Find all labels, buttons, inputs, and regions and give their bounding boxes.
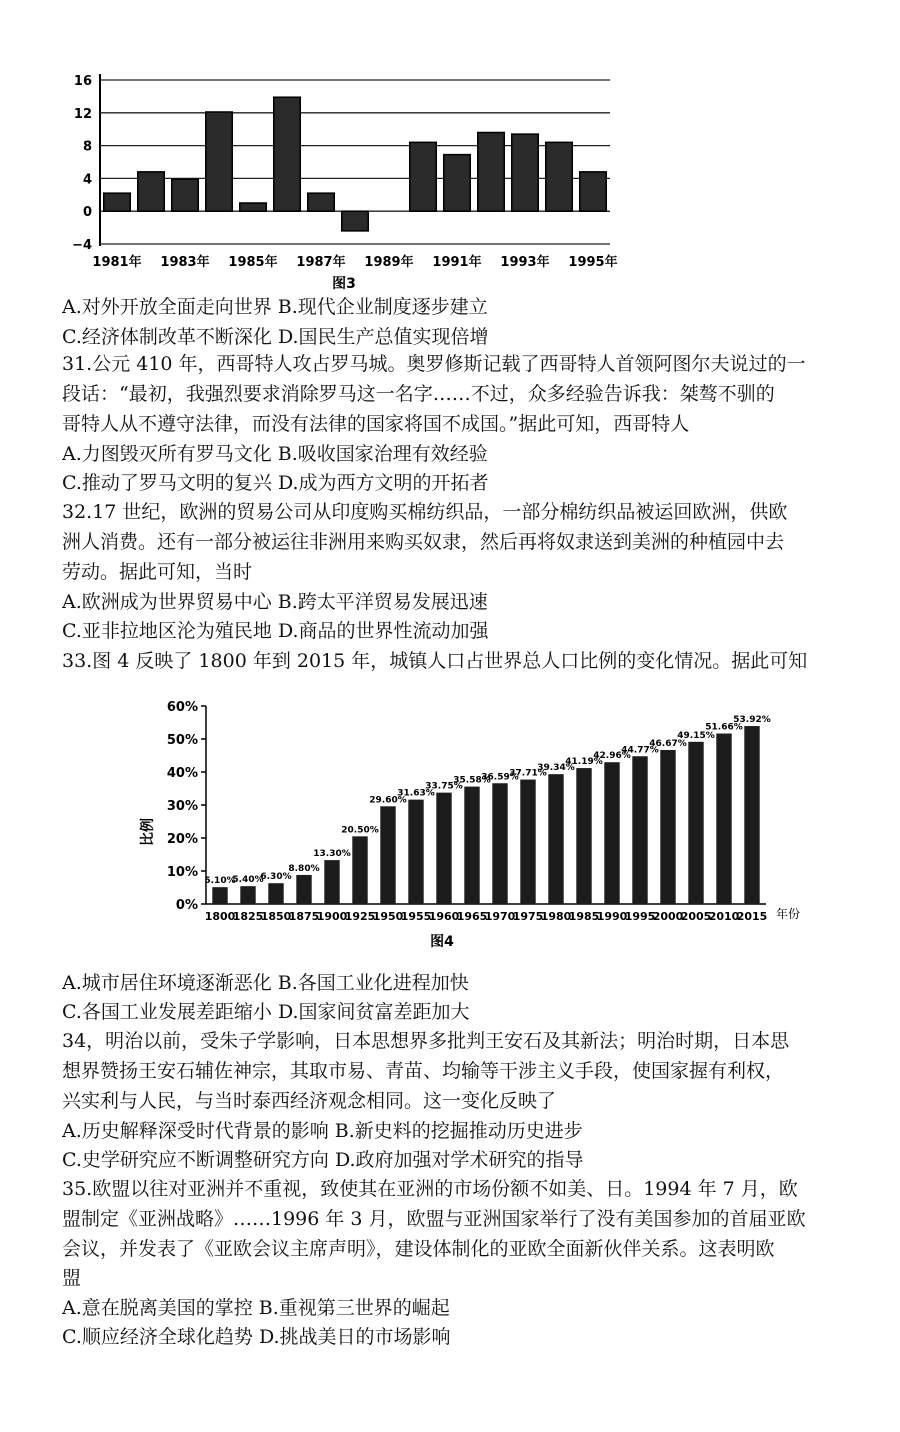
- q32-options-cd: C.亚非拉地区沦为殖民地 D.商品的世界性流动加强: [62, 620, 489, 642]
- x-tick-label: 1950: [372, 910, 404, 923]
- bar-1988年: [342, 211, 369, 231]
- data-label: 5.10%: [204, 876, 236, 887]
- bar-1981年: [104, 193, 131, 211]
- data-label: 8.80%: [288, 863, 320, 874]
- q32-options-ab: A.欧洲成为世界贸易中心 B.跨太平洋贸易发展迅速: [62, 591, 488, 613]
- q32-stem-line: 洲人消费。还有一部分被运往非洲用来购买奴隶，然后再将奴隶送到美洲的种植园中去: [62, 531, 785, 553]
- x-tick-label: 1990: [596, 910, 628, 923]
- bar-2010: [716, 734, 731, 904]
- bar-1983年: [172, 179, 199, 211]
- bar-1825: [240, 886, 255, 904]
- data-label: 37.71%: [509, 768, 547, 779]
- bar-1980: [548, 774, 563, 904]
- y-tick-label: 20%: [166, 832, 198, 847]
- data-label: 49.15%: [677, 730, 715, 741]
- bar-1987年: [308, 193, 335, 211]
- bar-2000: [660, 750, 675, 904]
- y-tick-label: 60%: [166, 700, 198, 715]
- q30-options-ab: A.对外开放全面走向世界 B.现代企业制度逐步建立: [62, 296, 488, 318]
- y-tick-label: −4: [72, 238, 92, 253]
- x-tick-label: 1970: [484, 910, 516, 923]
- bar-1975: [520, 780, 535, 904]
- data-label: 39.34%: [537, 763, 575, 774]
- x-tick-label: 2000: [652, 910, 684, 923]
- data-label: 51.66%: [705, 722, 743, 733]
- bar-1990: [604, 762, 619, 904]
- bar-1965: [464, 787, 479, 904]
- q30-options-cd: C.经济体制改革不断深化 D.国民生产总值实现倍增: [62, 326, 489, 348]
- bar-2005: [688, 742, 703, 904]
- chart-title: 图4: [430, 934, 454, 950]
- y-tick-label: 12: [73, 106, 92, 122]
- x-tick-label: 1989年: [364, 255, 414, 270]
- y-tick-label: 50%: [166, 733, 198, 748]
- q35-stem-line: 35.欧盟以往对亚洲并不重视，致使其在亚洲的市场份额不如美、日。1994 年 7 月，欧: [62, 1178, 798, 1200]
- x-tick-label: 1975: [512, 910, 544, 923]
- q31-stem-line: 段话：“最初，我强烈要求消除罗马这一名字……不过，众多经验告诉我：桀骜不驯的: [62, 383, 775, 405]
- data-label: 5.40%: [232, 875, 264, 886]
- bar-1800: [212, 887, 227, 904]
- data-label: 41.19%: [565, 757, 603, 768]
- figure-3-bar-chart: [62, 62, 622, 294]
- chart-title: 图3: [332, 276, 356, 292]
- data-label: 29.60%: [369, 795, 407, 806]
- q35-stem-line: 盟制定《亚洲战略》……1996 年 3 月，欧盟与亚洲国家举行了没有美国参加的首届亚欧: [62, 1208, 806, 1230]
- data-label: 33.75%: [425, 781, 463, 792]
- q31-options-cd: C.推动了罗马文明的复兴 D.成为西方文明的开拓者: [62, 472, 489, 494]
- y-tick-label: 8: [82, 139, 92, 155]
- x-tick-label: 1985: [568, 910, 600, 923]
- x-tick-label: 1993年: [500, 255, 550, 270]
- q35-options-cd: C.顺应经济全球化趋势 D.挑战美日的市场影响: [62, 1326, 451, 1348]
- x-tick-label: 1985年: [228, 255, 278, 270]
- data-label: 44.77%: [621, 745, 659, 756]
- y-tick-label: 0%: [175, 898, 198, 913]
- q33-options-cd: C.各国工业发展差距缩小 D.国家间贫富差距加大: [62, 1001, 470, 1023]
- x-tick-label: 1987年: [296, 255, 346, 270]
- bar-1982年: [138, 172, 165, 211]
- bar-1995: [632, 756, 647, 904]
- q31-options-ab: A.力图毁灭所有罗马文化 B.吸收国家治理有效经验: [62, 443, 488, 465]
- x-tick-label: 1991年: [432, 255, 482, 270]
- x-tick-label: 1960: [428, 910, 460, 923]
- x-tick-label: 1995: [624, 910, 656, 923]
- x-tick-label: 1875: [288, 910, 320, 923]
- x-tick-label: 1980: [540, 910, 572, 923]
- q34-options-ab: A.历史解释深受时代背景的影响 B.新史料的挖掘推动历史进步: [62, 1120, 583, 1142]
- x-tick-label: 1965: [456, 910, 488, 923]
- x-tick-label: 1981年: [92, 255, 142, 270]
- figure-4-bar-chart: [130, 690, 810, 958]
- x-tick-label: 1955: [400, 910, 432, 923]
- bar-2015: [744, 726, 759, 904]
- data-label: 42.96%: [593, 751, 631, 762]
- bar-1992年: [478, 132, 505, 211]
- x-tick-label: 1995年: [568, 255, 618, 270]
- data-label: 46.67%: [649, 738, 687, 749]
- bar-1925: [352, 836, 367, 904]
- x-tick-label: 1900: [316, 910, 348, 923]
- bar-1994年: [546, 142, 573, 211]
- bar-1984年: [206, 112, 233, 211]
- x-tick-label: 1825: [232, 910, 264, 923]
- bar-1985年: [240, 203, 267, 211]
- data-label: 20.50%: [341, 825, 379, 836]
- q35-stem-line: 会议，并发表了《亚欧会议主席声明》，建设体制化的亚欧全面新伙伴关系。这表明欧: [62, 1238, 775, 1260]
- data-label: 6.30%: [260, 872, 292, 883]
- y-tick-label: 30%: [166, 799, 198, 814]
- q31-stem-line: 31.公元 410 年，西哥特人攻占罗马城。奥罗修斯记载了西哥特人首领阿图尔夫说过的一: [62, 353, 806, 375]
- bar-1970: [492, 783, 507, 904]
- data-label: 35.58%: [453, 775, 491, 786]
- bar-1991年: [444, 155, 471, 212]
- x-tick-label: 2010: [708, 910, 740, 923]
- y-tick-label: 4: [82, 172, 92, 188]
- bar-1875: [296, 875, 311, 904]
- q33-stem-line: 33.图 4 反映了 1800 年到 2015 年，城镇人口占世界总人口比例的变化情况。据此可知: [62, 650, 808, 672]
- q35-options-ab: A.意在脱离美国的掌控 B.重视第三世界的崛起: [62, 1297, 450, 1319]
- y-tick-label: 40%: [166, 766, 198, 781]
- q34-stem-line: 想界赞扬王安石辅佐神宗，其取市易、青苗、均输等干涉主义手段，使国家握有利权，: [62, 1060, 785, 1082]
- q32-stem-line: 32.17 世纪，欧洲的贸易公司从印度购买棉纺织品，一部分棉纺织品被运回欧洲，供欧: [62, 501, 788, 523]
- data-label: 31.63%: [397, 788, 435, 799]
- x-tick-label: 1800: [204, 910, 236, 923]
- y-tick-label: 10%: [166, 865, 198, 880]
- bar-1985: [576, 768, 591, 904]
- q33-options-ab: A.城市居住环境逐渐恶化 B.各国工业化进程加快: [62, 972, 469, 994]
- x-tick-label: 1925: [344, 910, 376, 923]
- x-tick-label: 2005: [680, 910, 712, 923]
- q31-stem-line: 哥特人从不遵守法律，而没有法律的国家将国不成国。”据此可知，西哥特人: [62, 413, 690, 435]
- bar-1960: [436, 793, 451, 904]
- x-tick-label: 1983年: [160, 255, 210, 270]
- q34-options-cd: C.史学研究应不断调整研究方向 D.政府加强对学术研究的指导: [62, 1149, 584, 1171]
- bar-1850: [268, 883, 283, 904]
- q32-stem-line: 劳动。据此可知，当时: [62, 561, 253, 583]
- x-tick-label: 2015: [736, 910, 768, 923]
- x-axis-label: 年份: [776, 907, 801, 921]
- q34-stem-line: 34，明治以前，受朱子学影响，日本思想界多批判王安石及其新法；明治时期，日本思: [62, 1030, 790, 1052]
- bar-1990年: [410, 142, 437, 211]
- bar-1995年: [580, 172, 607, 211]
- data-label: 53.92%: [733, 715, 771, 726]
- bar-1986年: [274, 97, 301, 211]
- bar-1993年: [512, 134, 539, 211]
- bar-1955: [408, 800, 423, 904]
- bar-1900: [324, 860, 339, 904]
- data-label: 13.30%: [313, 849, 351, 860]
- y-tick-label: 16: [73, 74, 92, 89]
- q35-stem-line: 盟: [62, 1267, 82, 1289]
- bar-1950: [380, 806, 395, 904]
- data-label: 36.59%: [481, 772, 519, 783]
- y-axis-label: 比例: [140, 818, 156, 846]
- x-tick-label: 1850: [260, 910, 292, 923]
- y-tick-label: 0: [82, 205, 92, 221]
- q34-stem-line: 兴实利与人民，与当时泰西经济观念相同。这一变化反映了: [62, 1090, 557, 1112]
